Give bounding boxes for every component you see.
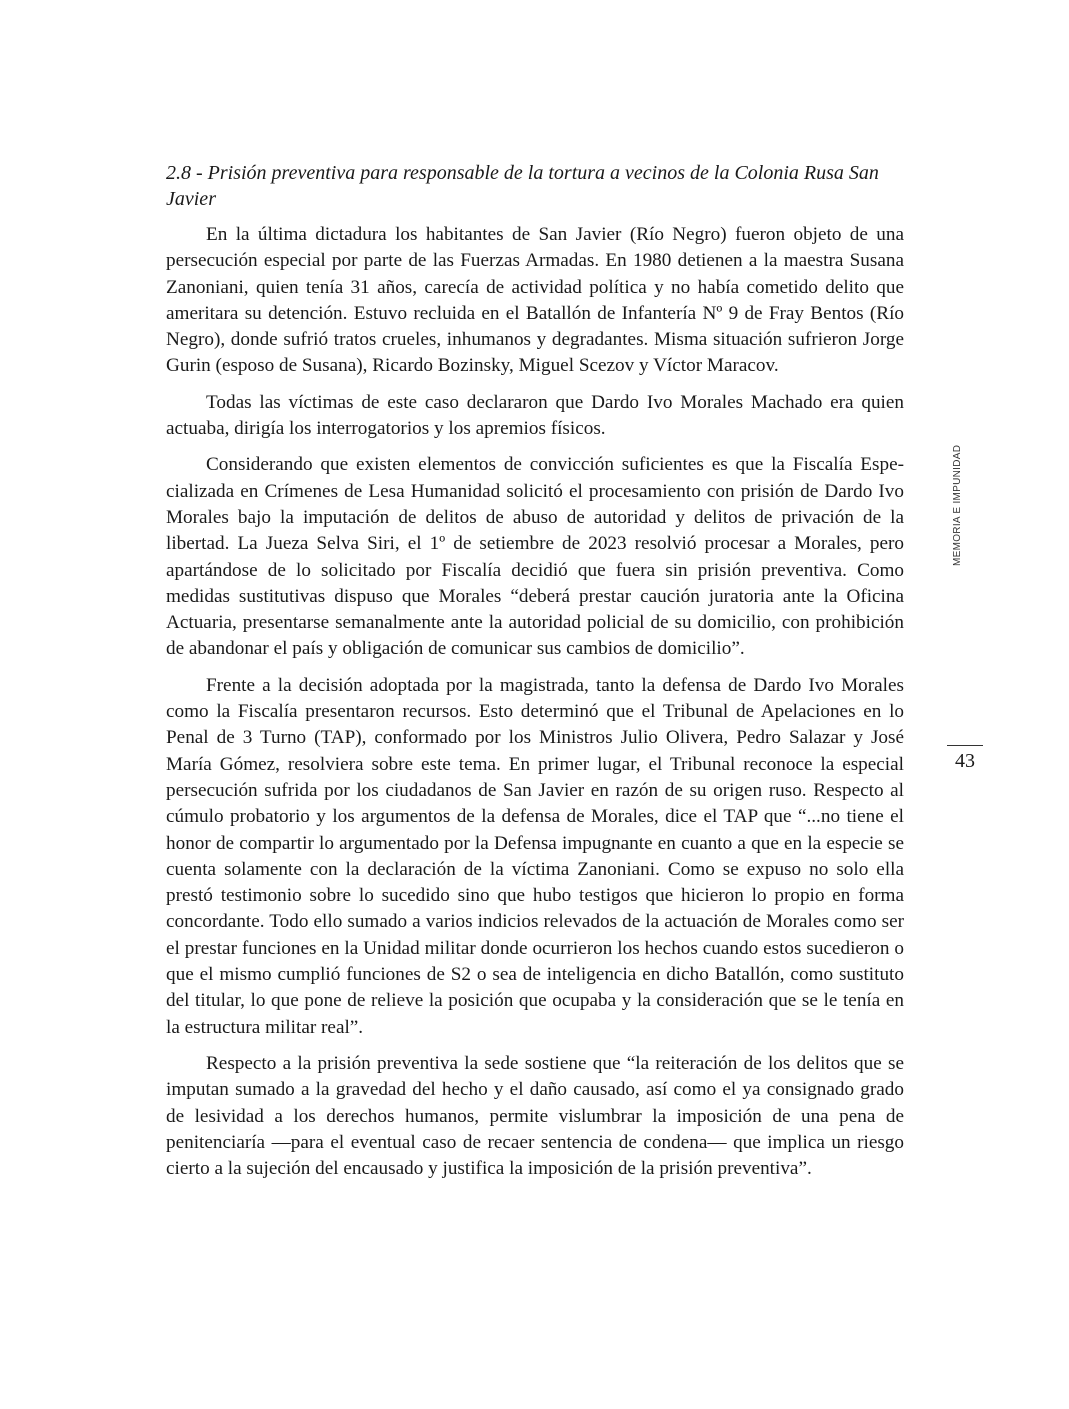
paragraph: Frente a la decisión adoptada por la magistrada, tanto la defensa de Dardo Ivo Morales como la Fiscalía presentaron recursos. Esto determinó que el Tribunal de Apelaciones en lo Penal de 3 Turno (TAP), conformado por los Ministros Julio Olivera, Pedro Salazar y José María Gómez, resolviera sobre este tema. En primer lugar, el Tribunal reconoce la especial persecución sufrida por los ciudadanos de San Javier en razón de su origen ruso. Respecto al cúmulo probatorio y los argumentos de la defensa de Morales, dice el TAP que “...no tiene el honor de compartir lo argumentado por la Defensa impugnante en cuanto a que en la especie se cuenta solamente con la declaración de la víctima Zanoniani. Como se expuso no solo ella prestó testimonio sobre lo sucedido sino que hubo testigos que hicieron lo propio en forma concordante. Todo ello sumado a varios indicios relevados de la actuación de Morales como ser el prestar funciones en la Unidad militar donde ocurrieron los hechos cuando estos sucedieron o que el mismo cumplió funciones de S2 o sea de inteligencia en dicho Batallón, como sustituto del titular, lo que pone de relieve la posición que ocupaba y la consideración que se le tenía en la estructura militar real”. — [166, 674, 904, 1038]
page-body — [166, 160, 904, 1192]
paragraph: Considerando que existen elementos de convicción suficientes es que la Fiscalía Especializada en Crímenes de Lesa Humanidad solicitó el procesamiento con prisión de Dardo Ivo Morales bajo la imputación de delitos de abuso de autoridad y delitos de privación de la libertad. La Jueza Selva Siri, el 1º de setiembre de 2023 resolvió procesar a Morales, pero apartándose de lo solicitado por Fiscalía decidió que fuera sin prisión preventiva. Como medidas sustitutivas dispuso que Morales “deberá prestar caución juratoria ante la Oficina Actuaria, presentarse semanalmente ante la autoridad policial de su domicilio, con prohibición de abandonar el país y obligación de comunicar sus cambios de domicilio”. — [166, 454, 904, 660]
paragraph: Respecto a la prisión preventiva la sede sostiene que “la reiteración de los delitos que se imputan sumado a la gravedad del hecho y el daño causado, así como el ya consignado grado de lesividad a los derechos humanos, permite vislumbrar la imposición de una pena de penitenciaría —para el eventual caso de recaer sentencia de condena— que implica un riesgo cierto a la sujeción del encausado y justifica la imposición de la prisión preventiva”. — [166, 1052, 904, 1180]
section-heading: 2.8 - Prisión preventiva para responsable de la tortura a vecinos de la Colonia Rusa San Javier — [166, 162, 879, 210]
running-title: MEMORIA E IMPUNIDAD — [952, 444, 963, 566]
paragraph: En la última dictadura los habitantes de San Javier (Río Negro) fueron objeto de una persecución especial por parte de las Fuerzas Armadas. En 1980 detienen a la maestra Susana Zanoniani, quien tenía 31 años, carecía de actividad política y no había cometido delito que ameritara su detención. Estuvo recluida en el Batallón de Infantería Nº 9 de Fray Bentos (Río Negro), donde sufrió tratos crueles, inhumanos y degradantes. Misma situación sufrieron Jorge Gurin (esposo de Susana), Ricardo Bozinsky, Miguel Scezov y Víctor Maracov. — [166, 224, 904, 377]
paragraph: Todas las víctimas de este caso declararon que Dardo Ivo Morales Machado era quien actuaba, dirigía los interrogatorios y los apremios físicos. — [166, 391, 904, 440]
page-number-rule — [947, 745, 983, 746]
page-number: 43 — [955, 750, 975, 772]
